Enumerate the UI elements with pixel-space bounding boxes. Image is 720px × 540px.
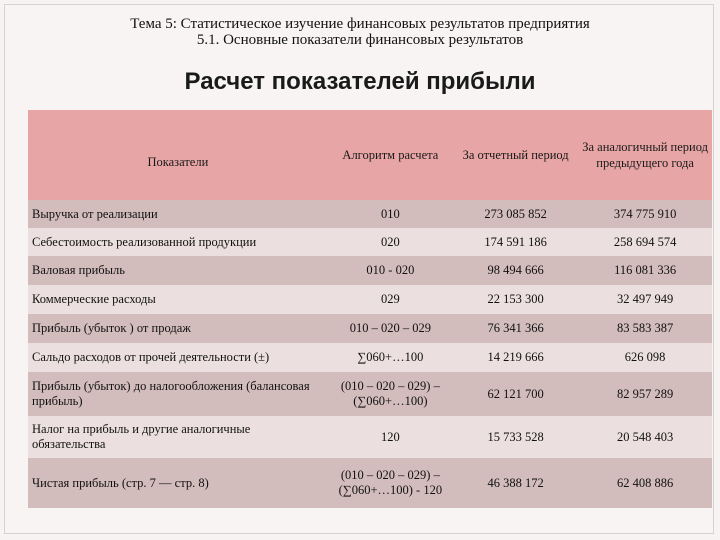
row-indicator-name: Выручка от реализации	[28, 200, 328, 228]
row-algorithm: 020	[328, 228, 453, 256]
row-current-value: 46 388 172	[453, 458, 578, 508]
table-header-row	[28, 110, 712, 200]
row-indicator-name: Прибыль (убыток ) от продаж	[28, 314, 328, 343]
row-current-value: 62 121 700	[453, 372, 578, 416]
row-algorithm: ∑060+…100	[328, 343, 453, 372]
row-current-value: 15 733 528	[453, 416, 578, 458]
row-previous-value: 258 694 574	[578, 228, 712, 256]
row-indicator-name: Прибыль (убыток) до налогообложения (балансовая прибыль)	[28, 372, 328, 416]
row-previous-value: 62 408 886	[578, 458, 712, 508]
row-previous-value: 626 098	[578, 343, 712, 372]
row-algorithm: 010 – 020 – 029	[328, 314, 453, 343]
table-row	[28, 285, 712, 314]
row-current-value: 273 085 852	[453, 200, 578, 228]
header-algorithm: Алгоритм расчета	[328, 110, 453, 200]
row-previous-value: 374 775 910	[578, 200, 712, 228]
row-indicator-name: Валовая прибыль	[28, 256, 328, 285]
row-algorithm: 010 - 020	[328, 256, 453, 285]
topic-heading: Тема 5: Статистическое изучение финансовых результатов предприятия	[130, 16, 590, 32]
table-row	[28, 343, 712, 372]
row-algorithm: 010	[328, 200, 453, 228]
row-current-value: 98 494 666	[453, 256, 578, 285]
row-indicator-name: Чистая прибыль (стр. 7 — стр. 8)	[28, 458, 328, 508]
table-row	[28, 256, 712, 285]
row-previous-value: 116 081 336	[578, 256, 712, 285]
row-algorithm: (010 – 020 – 029) – (∑060+…100) - 120	[328, 458, 453, 508]
header-current: За отчетный период	[453, 110, 578, 200]
table-row	[28, 200, 712, 228]
page-title: Расчет показателей прибыли	[184, 68, 536, 95]
row-previous-value: 20 548 403	[578, 416, 712, 458]
row-previous-value: 82 957 289	[578, 372, 712, 416]
row-previous-value: 83 583 387	[578, 314, 712, 343]
row-indicator-name: Сальдо расходов от прочей деятельности (±)	[28, 343, 328, 372]
row-indicator-name: Коммерческие расходы	[28, 285, 328, 314]
row-current-value: 76 341 366	[453, 314, 578, 343]
table-row	[28, 458, 712, 508]
table-row	[28, 228, 712, 256]
table-row	[28, 314, 712, 343]
row-algorithm: 029	[328, 285, 453, 314]
row-indicator-name: Налог на прибыль и другие аналогичные обязательства	[28, 416, 328, 458]
row-current-value: 14 219 666	[453, 343, 578, 372]
row-algorithm: 120	[328, 416, 453, 458]
header-indicator: Показатели	[28, 110, 328, 200]
header-previous: За аналогичный период предыдущего года	[578, 110, 712, 200]
table-row	[28, 416, 712, 458]
table-row	[28, 372, 712, 416]
profit-table	[28, 110, 712, 508]
row-current-value: 22 153 300	[453, 285, 578, 314]
row-previous-value: 32 497 949	[578, 285, 712, 314]
row-current-value: 174 591 186	[453, 228, 578, 256]
row-indicator-name: Себестоимость реализованной продукции	[28, 228, 328, 256]
subtopic-heading: 5.1. Основные показатели финансовых результатов	[196, 32, 524, 48]
row-algorithm: (010 – 020 – 029) – (∑060+…100)	[328, 372, 453, 416]
